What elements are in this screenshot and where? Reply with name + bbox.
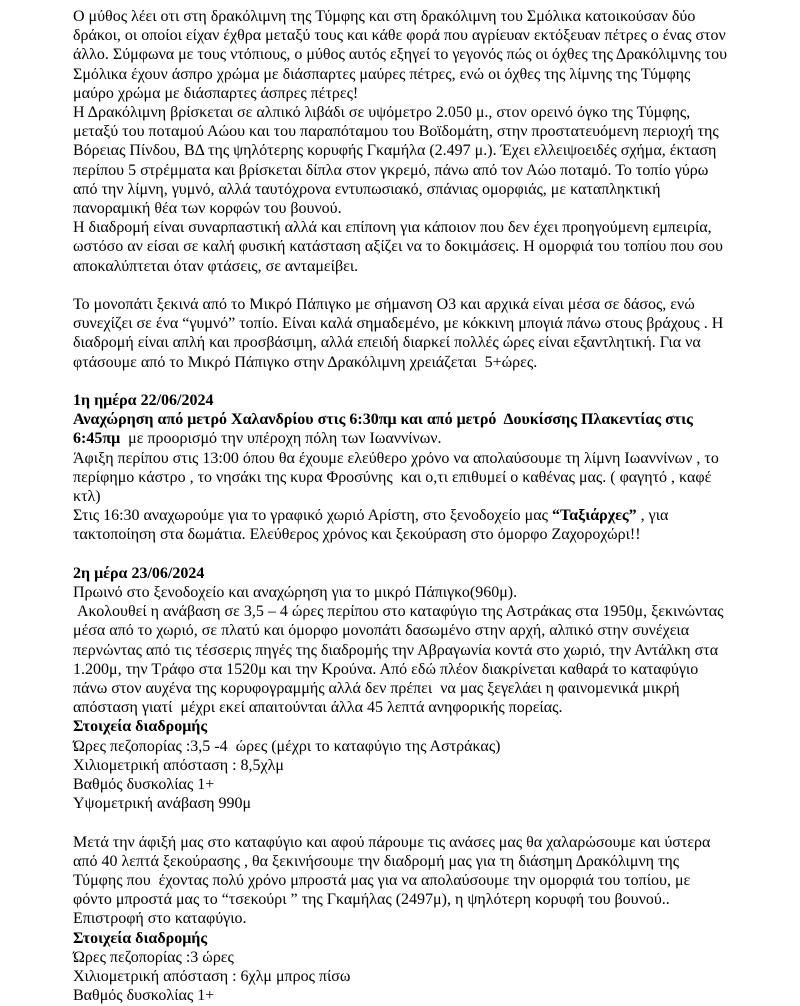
day2-heading: 2η μέρα 23/06/2024 [73, 564, 205, 582]
blank-line [73, 545, 729, 564]
blank-line [73, 372, 729, 391]
route-info-1-hours: Ώρες πεζοπορίας :3,5 -4 ώρες (μέχρι το καταφύγιο της Αστράκας) [73, 737, 501, 755]
day1-evening-post-text: , για τακτοποίηση στα δωμάτια. Ελεύθερος χρόνος και ξεκούραση στο όμορφο Ζαχοροχώρι!! [73, 507, 673, 544]
paragraph-day2-return: Επιστροφή στο καταφύγιο. [73, 910, 247, 928]
paragraph-trail-description: Το μονοπάτι ξεκινά από το Μικρό Πάπιγκο με σήμανση Ο3 και αρχικά είναι μέσα σε δάσος, ενώ συνεχίζει σε ένα “γυμνό” τοπίο. Είναι καλά σημαδεμένο, με κόκκινη μπογιά πάνω στους βράχους . Η διαδρομή είναι απλή και προσβάσιμη, αλλά επειδή διαρκεί πολλές ώρες είναι εξαντλητική. Για να φτάσουμε από το Μικρό Πάπιγκο στην Δρακόλιμνη χρειάζεται 5+ώρες. [73, 296, 728, 371]
paragraph-day1-arrival: Άφιξη περίπου στις 13:00 όπου θα έχουμε ελεύθερο χρόνο να απολαύσουμε τη λίμνη Ιωαννίνων , το περίφημο κάστρο , το νησάκι της κυρα Φροσύνης και ο,τι επιθυμεί ο καθένας μας. ( φαγητό , καφέ κτλ) [73, 449, 723, 506]
document-content [73, 7, 729, 1006]
blank-line [73, 813, 729, 832]
paragraph-day1-evening [73, 506, 729, 544]
paragraph-day2-afternoon: Μετά την άφιξή μας στο καταφύγιο και αφού πάρουμε τις ανάσες μας θα χαλαρώσουμε και ύστερα από 40 λεπτά ξεκούρασης , θα ξεκινήσουμε την διαδρομή μας για τη διάσημη Δρακόλιμνη της Τύμφης που έχοντας πολύ χρόνο μπροστά μας για να απολαύσουμε την ομορφιά του τοπίου, με φόντο μπροστά μας το “τσεκούρι ” της Γκαμήλας (2497μ), η ψηλότερη κορυφή του βουνού.. [73, 833, 715, 909]
paragraph-day1-departure [73, 410, 729, 448]
day1-heading: 1η ημέρα 22/06/2024 [73, 392, 214, 410]
day1-departure-bold-text: Αναχώρηση από μετρό Χαλανδρίου στις 6:30πμ και από μετρό Δουκίσσης Πλακεντίας στις 6:45πμ [73, 411, 697, 448]
paragraph-myth: Ο μύθος λέει οτι στη δρακόλιμνη της Τύμφης και στη δρακόλιμνη του Σμόλικα κατοικούσαν δύο δράκοι, οι οποίοι είχαν έχθρα μεταξύ τους και κάθε φορά που αγρίευαν εκτόξευαν πέτρες ο ένας στον άλλο. Σύμφωνα με τους ντόπιους, ο μύθος αυτός εξηγεί το γεγονός πώς οι όχθες της Δρακόλιμνης του Σμόλικα έχουν άσπρο χρώμα με διάσπαρτες μαύρες πέτρες, ενώ οι όχθες της λίμνης της Τύμφης μαύρο χρώμα με διάσπαρτες άσπρες πέτρες! [73, 8, 731, 102]
paragraph-route-difficulty: Η διαδρομή είναι συναρπαστική αλλά και επίπονη για κάποιον που δεν έχει προηγούμενη εμπειρία, ωστόσο αν είσαι σε καλή φυσική κατάσταση αξίζει να το δοκιμάσεις. Η ομορφιά του τοπίου που σου αποκαλύπτεται όταν φτάσεις, σε ανταμείβει. [73, 219, 727, 275]
route-info-2-difficulty: Βαθμός δυσκολίας 1+ [73, 987, 215, 1005]
day1-hotel-name-bold: “Ταξιάρχες” [551, 507, 637, 525]
route-info-1-distance: Χιλιομετρική απόσταση : 8,5χλμ [73, 756, 284, 774]
route-info-2-heading: Στοιχεία διαδρομής [73, 929, 208, 947]
day1-evening-pre-text: Στις 16:30 αναχωρούμε για το γραφικό χωριό Αρίστη, στο ξενοδοχείο μας [73, 507, 552, 525]
route-info-2-hours: Ώρες πεζοπορίας :3 ώρες [73, 948, 234, 966]
paragraph-lake-description: Η Δρακόλιμνη βρίσκεται σε αλπικό λιβάδι σε υψόμετρο 2.050 μ., στον ορεινό όγκο της Τύμφης, μεταξύ του ποταμού Αώου και του παραπόταμου του Βοϊδομάτη, στην προστατευόμενη περιοχή της Βόρειας Πίνδου, ΒΔ της ψηλότερης κορυφής Γκαμήλα (2.497 μ.). Έχει ελλειψοειδές σχήμα, έκταση περίπου 5 στρέμματα και βρίσκεται δίπλα στον γκρεμό, πάνω από τον Αώο ποταμό. Το τοπίο γύρω από την λίμνη, γυμνό, αλλά ταυτόχρονα εντυπωσιακό, σπάνιας ομορφιάς, με καταπληκτική πανοραμική θέα των κορφών του βουνού. [73, 104, 723, 218]
blank-line [73, 276, 729, 295]
route-info-1-elevation: Υψομετρική ανάβαση 990μ [73, 795, 252, 813]
paragraph-day2-ascent: Ακολουθεί η ανάβαση σε 3,5 – 4 ώρες περίπου στο καταφύγιο της Αστράκας στα 1950μ, ξεκινώντας μέσα από το χωριό, σε πλατύ και όμορφο μονοπάτι δασωμένο στην αρχή, αλπικό στην συνέχεια περνώντας από τις τέσσερις πηγές της διαδρομής την Αβραγωνία κοντά στο χωριό, την Αντάλκη στα 1.200μ, την Τράφο στα 1520μ και την Κρούνα. Από εδώ πλέον διακρίνεται καθαρά το καταφύγιο πάνω στον αυχένα της κορυφογραμμής αλλά δεν πρέπει να μας ξεγελάει η φαινομενικά μικρή απόσταση γιατί μέχρι εκεί απαιτούνται άλλα 45 λεπτά ανηφορικής πορείας. [73, 603, 728, 717]
route-info-2-distance: Χιλιομετρική απόσταση : 6χλμ μπρος πίσω [73, 968, 351, 986]
route-info-1-heading: Στοιχεία διαδρομής [73, 718, 208, 736]
day1-departure-rest-text: με προορισμό την υπέροχη πόλη των Ιωαννίνων. [120, 430, 442, 448]
route-info-1-difficulty: Βαθμός δυσκολίας 1+ [73, 776, 215, 794]
paragraph-day2-morning: Πρωινό στο ξενοδοχείο και αναχώρηση για το μικρό Πάπιγκο(960μ). [73, 584, 518, 602]
